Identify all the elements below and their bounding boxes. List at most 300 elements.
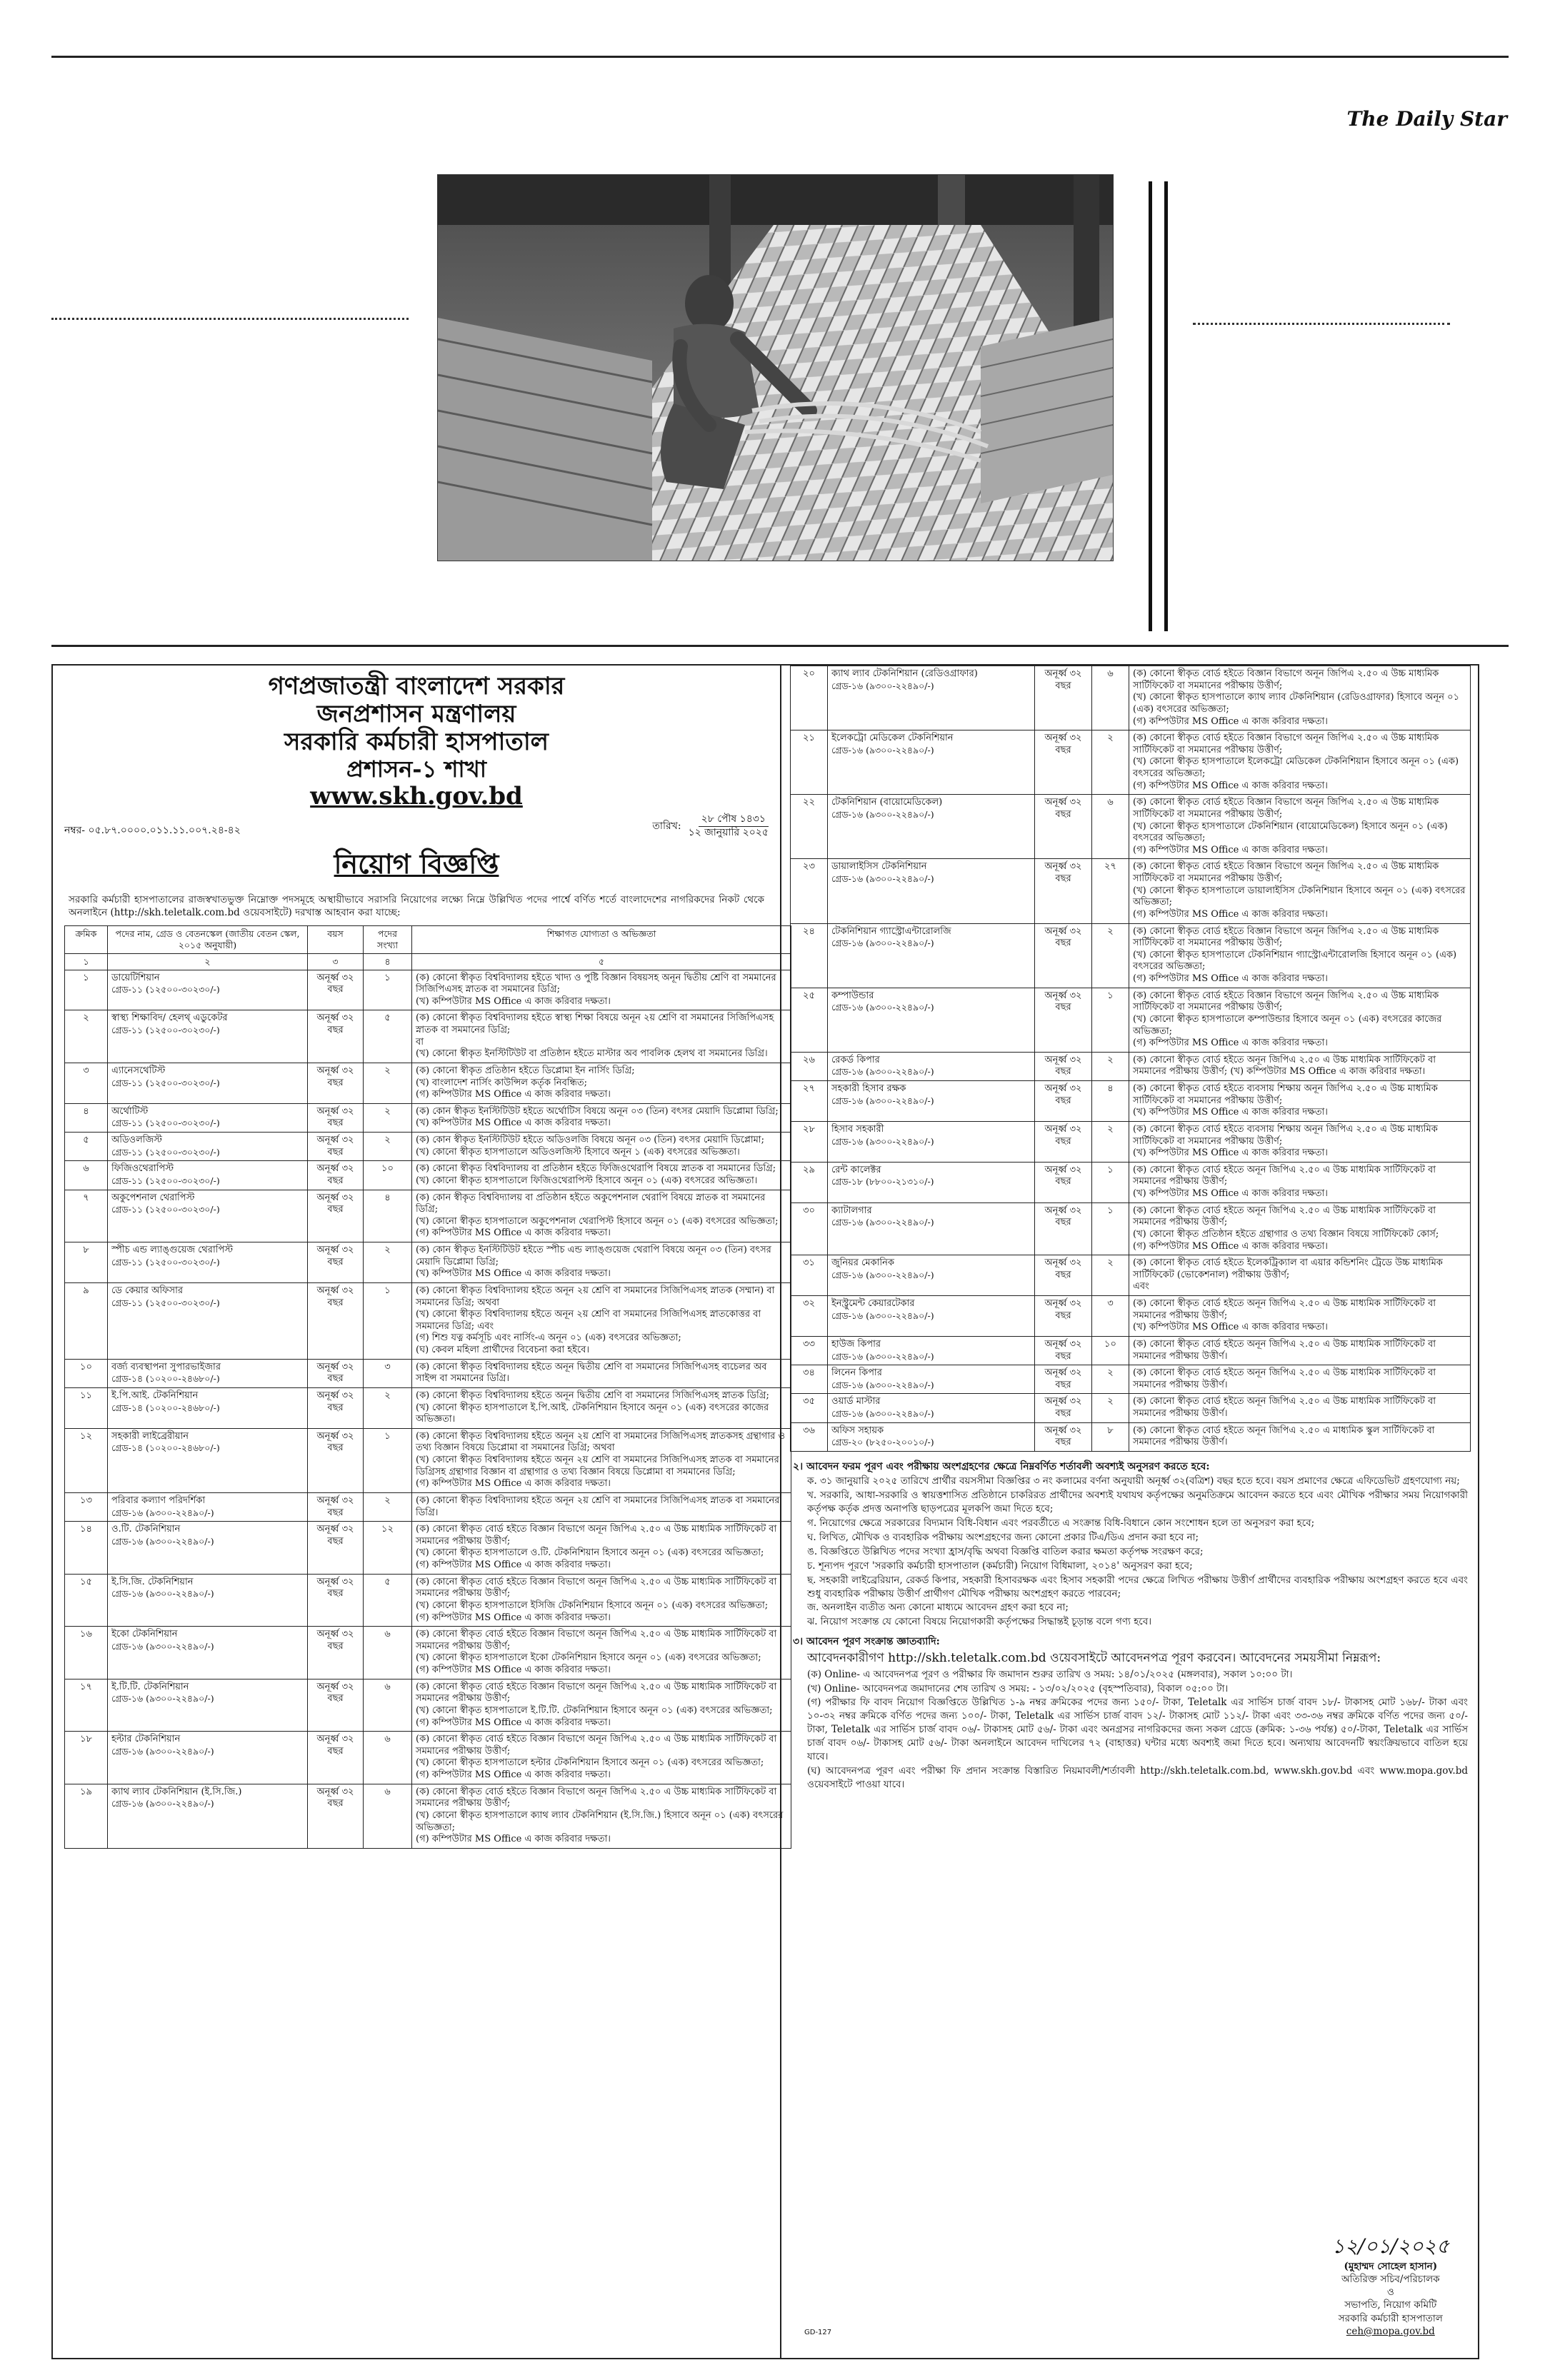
row-count: ২	[1092, 730, 1129, 795]
row-age: অনূর্ধ্ব ৩২ বছর	[1035, 730, 1092, 795]
row-sl: ২৫	[791, 988, 828, 1052]
memo-row	[53, 810, 780, 839]
post-grade: গ্রেড-১১ (১২৫০০-৩০২৩০/-)	[111, 1204, 220, 1215]
table-row	[65, 1428, 791, 1492]
row-qualification: (ক) কোনো স্বীকৃত বোর্ড হইতে বিজ্ঞান বিভাগে অনূন জিপিএ ২.৫০ এ উচ্চ মাধ্যমিক সার্টিফিকেট বা সমমানের পরীক্ষায় উত্তীর্ণ; (খ) কোনো স্বীকৃত হাসপাতালে টেকনিশিয়ান গ্যাস্ট্রোএন্টারোলজি হিসাবে অনূন ০১ (এক) বৎসরের অভিজ্ঞতা; (গ) কম্পিউটার MS Office এ কাজ করিবার দক্ষতা।	[1129, 923, 1471, 988]
row-count: ২	[1092, 1255, 1129, 1296]
row-count: ৫	[364, 1010, 412, 1063]
post-name: ক্যাথ ল্যাব টেকনিশিয়ান (ই.সি.জি.)	[111, 1786, 242, 1797]
post-name: ক্যাটালগার	[831, 1205, 872, 1216]
post-grade: গ্রেড-১৬ (৯৩০০-২২৪৯০/-)	[831, 808, 934, 820]
table-row	[791, 988, 1471, 1052]
notice-left-column	[53, 666, 786, 2358]
row-age: অনূর্ধ্ব ৩২ বছর	[308, 1679, 364, 1732]
row-age: অনূর্ধ্ব ৩২ বছর	[308, 1359, 364, 1387]
row-sl: ৩৩	[791, 1336, 828, 1365]
row-sl: ২০	[791, 666, 828, 730]
row-qualification: (ক) কোনো স্বীকৃত বিশ্ববিদ্যালয় হইতে অনূন দ্বিতীয় শ্রেণি বা সমমানের সিজিপিএসহ স্নাতক ডিগ্রি; (খ) কোনো স্বীকৃত হাসপাতালে ই.পি.আই. টেকনিশিয়ান হিসাবে অনূন ০১ (এক) বৎসরের কাজের অভিজ্ঞতা।	[412, 1387, 791, 1428]
row-post	[108, 1161, 308, 1190]
row-age: অনূর্ধ্ব ৩২ বছর	[308, 1522, 364, 1575]
masthead-logo: The Daily Star	[1346, 107, 1507, 131]
post-grade: গ্রেড-১১ (১২৫০০-৩০২৩০/-)	[111, 1256, 220, 1267]
row-age: অনূর্ধ্ব ৩২ বছর	[1035, 1121, 1092, 1162]
row-post	[108, 1010, 308, 1063]
post-grade: গ্রেড-১৬ (৯৩০০-২২৪৯০/-)	[831, 1095, 934, 1106]
row-count: ১	[364, 1282, 412, 1359]
date-english: ১২ জানুয়ারি ২০২৫	[688, 826, 769, 838]
row-count: ২	[364, 1492, 412, 1521]
row-count: ২	[1092, 1365, 1129, 1394]
row-qualification: (ক) কোনো স্বীকৃত বোর্ড হইতে ব্যবসায় শিক্ষায় অনূন জিপিএ ২.৫০ এ উচ্চ মাধ্যমিক সার্টিফিকেট বা সমমানের পরীক্ষায় উত্তীর্ণ; (খ) কম্পিউটার MS Office এ কাজ করিবার দক্ষতা।	[1129, 1081, 1471, 1122]
row-post	[108, 1522, 308, 1575]
signatory-email: ceh@mopa.gov.bd	[1346, 2325, 1435, 2337]
row-qualification: (ক) কোনো স্বীকৃত বিশ্ববিদ্যালয় হইতে অনূন ২য় শ্রেণি বা সমমানের সিজিপিএসহ স্নাতক বা সমমানের ডিগ্রি।	[412, 1492, 791, 1521]
post-grade: গ্রেড-১৬ (৯৩০০-২২৪৯০/-)	[831, 680, 934, 691]
signatory-role: সভাপতি, নিয়োগ কমিটি	[1344, 2299, 1437, 2311]
recruitment-notice	[51, 664, 1479, 2359]
row-count: ৪	[1092, 1081, 1129, 1122]
row-qualification: (ক) কোনো স্বীকৃত বোর্ড হইতে অনূন জিপিএ ২.৫০ এ উচ্চ মাধ্যমিক সার্টিফিকেট বা সমমানের পরীক্ষায় উত্তীর্ণ; (খ) কম্পিউটার MS Office এ কাজ করিবার দক্ষতা।	[1129, 1052, 1471, 1080]
post-name: ডায়েটিশিয়ান	[111, 972, 160, 983]
post-name: ওয়ার্ড মাস্টার	[831, 1396, 881, 1407]
row-qualification: (ক) কোনো স্বীকৃত বোর্ড হইতে বিজ্ঞান বিভাগে অনূন জিপিএ ২.৫০ এ উচ্চ মাধ্যমিক সার্টিফিকেট বা সমমানের পরীক্ষায় উত্তীর্ণ; (খ) কোনো স্বীকৃত হাসপাতালে ও.টি. টেকনিশিয়ান হিসাবে অনূন ০১ (এক) বৎসরের অভিজ্ঞতা; (গ) কম্পিউটার MS Office এ কাজ করিবার দক্ষতা।	[412, 1522, 791, 1575]
row-post	[828, 1081, 1035, 1122]
post-grade: গ্রেড-১৬ (৯৩০০-২২৪৯০/-)	[111, 1745, 214, 1757]
branch-title: প্রশাসন-১ শাখা	[346, 755, 487, 783]
post-grade: গ্রেড-১৬ (৯৩০০-২২৪৯০/-)	[831, 1379, 934, 1390]
row-sl: ৩১	[791, 1255, 828, 1296]
row-qualification: (ক) কোন স্বীকৃত ইনস্টিটিউট হইতে স্পীচ এন্ড ল্যাঙ্গুয়েজ থেরাপি বিষয়ে অনূন ০৩ (তিন) বৎসর মেয়াদি ডিপ্লোমা ডিগ্রি; (খ) কম্পিউটার MS Office এ কাজ করিবার দক্ষতা।	[412, 1242, 791, 1283]
row-qualification: (ক) কোনো স্বীকৃত বিশ্ববিদ্যালয় বা প্রতিষ্ঠান হইতে ফিজিওথেরাপি বিষয়ে স্নাতক বা সমমানের ডিগ্রি; (খ) কোনো স্বীকৃত হাসপাতালে ফিজিওথেরাপিস্ট হিসাবে অনূন ০১ (এক) বৎসরের অভিজ্ঞতা।	[412, 1161, 791, 1190]
column-rule-2	[1164, 181, 1168, 631]
post-grade: গ্রেড-১১ (১২৫০০-৩০২৩০/-)	[111, 1146, 220, 1158]
row-post	[828, 1255, 1035, 1296]
row-sl: ১৮	[65, 1732, 108, 1784]
post-name: স্পীচ এন্ড ল্যাঙ্গুয়েজ থেরাপিস্ট	[111, 1245, 234, 1256]
post-grade: গ্রেড-১১ (১২৫০০-৩০২৩০/-)	[111, 1025, 220, 1036]
table-row	[65, 1133, 791, 1161]
index-1: ১	[65, 953, 108, 970]
row-post	[828, 1422, 1035, 1451]
row-qualification: (ক) কোনো স্বীকৃত বোর্ড হইতে বিজ্ঞান বিভাগে অনূন জিপিএ ২.৫০ এ উচ্চ মাধ্যমিক সার্টিফিকেট বা সমমানের পরীক্ষায় উত্তীর্ণ; (খ) কোনো স্বীকৃত হাসপাতালে ইকো টেকনিশিয়ান হিসাবে অনূন ০১ (এক) বৎসরের অভিজ্ঞতা; (গ) কম্পিউটার MS Office এ কাজ করিবার দক্ষতা।	[412, 1627, 791, 1679]
application-info-item: (ক) Online- এ আবেদনপত্র পূরণ ও পরীক্ষার ফি জমাদান শুরুর তারিখ ও সময়: ১৪/০১/২০২৫ (মঙ্গলবার), সকাল ১০:০০ টা।	[807, 1668, 1293, 1680]
row-sl: ২৭	[791, 1081, 828, 1122]
row-count: ২	[364, 1063, 412, 1103]
row-qualification: (ক) কোনো স্বীকৃত বিশ্ববিদ্যালয় হইতে খাদ্য ও পুষ্টি বিজ্ঞান বিষয়সহ অনূন দ্বিতীয় শ্রেণি বা সমমানের সিজিপিএসহ স্নাতক বা সমমানের ডিগ্রি; (খ) কম্পিউটার MS Office এ কাজ করিবার দক্ষতা।	[412, 970, 791, 1010]
table-row	[65, 1732, 791, 1784]
post-name: সহকারী হিসাব রক্ষক	[831, 1083, 906, 1094]
condition-item: জ. অনলাইন ব্যতীত অন্য কোনো মাধ্যমে আবেদন গ্রহণ করা হবে না;	[807, 1602, 1069, 1614]
row-age: অনূর্ধ্ব ৩২ বছর	[308, 1784, 364, 1848]
row-post	[108, 1133, 308, 1161]
row-post	[108, 1063, 308, 1103]
condition-item: খ. সরকারি, আধা-সরকারি ও স্বায়ত্তশাসিত প্রতিষ্ঠানে চাকরিরত প্রার্থীদের অবশ্যই যথাযথ কর্তৃপক্ষের অনুমতিক্রমে আবেদন করতে হবে এবং মৌখিক পরীক্ষার সময় নিয়োগকারী কর্তৃপক্ষ কর্তৃক প্রদত্ত অনাপত্তি ছাড়পত্রের মূলকপি জমা দিতে হবে;	[807, 1490, 1468, 1515]
hospital-title: সরকারি কর্মচারী হাসপাতাল	[284, 728, 549, 757]
news-photo	[437, 174, 1114, 561]
notice-title: নিয়োগ বিজ্ঞপ্তি	[334, 848, 499, 880]
table-row	[65, 1010, 791, 1063]
row-age: অনূর্ধ্ব ৩২ বছর	[1035, 988, 1092, 1052]
row-sl: ৯	[65, 1282, 108, 1359]
row-qualification: (ক) কোনো স্বীকৃত বোর্ড হইতে অনূন জিপিএ ২.৫০ এ উচ্চ মাধ্যমিক সার্টিফিকেট বা সমমানের পরীক্ষায় উত্তীর্ণ; (খ) কম্পিউটার MS Office এ কাজ করিবার দক্ষতা।	[1129, 1296, 1471, 1337]
row-age: অনূর্ধ্ব ৩২ বছর	[308, 1063, 364, 1103]
row-count: ৬	[364, 1732, 412, 1784]
post-name: অডিওলজিস্ট	[111, 1135, 162, 1146]
post-grade: গ্রেড-১৬ (৯৩০০-২২৪৯০/-)	[831, 938, 934, 949]
row-post	[108, 1242, 308, 1283]
row-post	[828, 859, 1035, 923]
ministry-title: জনপ্রশাসন মন্ত্রণালয়	[316, 700, 516, 729]
table-row	[65, 970, 791, 1010]
application-info-item: (খ) Online- আবেদনপত্র জমাদানের শেষ তারিখ ও সময়: - ১৩/০২/২০২৫ (বৃহস্পতিবার), বিকাল ০৫:০০ টা।	[807, 1682, 1229, 1694]
condition-item: ঙ. বিজ্ঞপ্তিতে উল্লিখিত পদের সংখ্যা হ্রাস/বৃদ্ধি অথবা বিজ্ঞপ্তি বাতিল করার ক্ষমতা কর্তৃপক্ষ সংরক্ষণ করে;	[807, 1545, 1204, 1557]
post-name: হাউজ কিপার	[831, 1338, 881, 1350]
table-row	[65, 1103, 791, 1132]
table-row	[791, 1255, 1471, 1296]
table-row	[65, 1492, 791, 1521]
post-name: অর্থোটিস্ট	[111, 1105, 149, 1117]
row-post	[828, 988, 1035, 1052]
row-sl: ৪	[65, 1103, 108, 1132]
row-sl: ৩২	[791, 1296, 828, 1337]
row-post	[108, 1492, 308, 1521]
row-qualification: (ক) কোনো স্বীকৃত বোর্ড হইতে অনূন জিপিএ ২.৫০ এ উচ্চ মাধ্যমিক সার্টিফিকেট বা সমমানের পরীক্ষায় উত্তীর্ণ।	[1129, 1365, 1471, 1394]
row-count: ১০	[364, 1161, 412, 1190]
index-3: ৩	[308, 953, 364, 970]
row-post	[108, 1282, 308, 1359]
post-grade: গ্রেড-১৬ (৯৩০০-২২৪৯০/-)	[831, 1135, 934, 1147]
post-name: ইকো টেকনিশিয়ান	[111, 1629, 178, 1640]
post-grade: গ্রেড-১৪ (১০২০০-২৪৬৮০/-)	[111, 1442, 220, 1454]
post-name: কম্পাউন্ডার	[831, 990, 874, 1001]
row-count: ২৭	[1092, 859, 1129, 923]
left-dotted-rule	[51, 318, 409, 320]
post-name: ও.টি. টেকনিশিয়ান	[111, 1524, 181, 1535]
date-bengali: ২৮ পৌষ ১৪৩১	[699, 813, 769, 827]
row-sl: ২৯	[791, 1162, 828, 1202]
notice-intro: সরকারি কর্মচারী হাসপাতালের রাজস্বখাতভুক্ত নিম্নোক্ত পদসমূহে অস্থায়ীভাবে সরাসরি নিয়োগের লক্ষ্যে নিম্নে উল্লিখিত পদের পার্শ্বে বর্ণিত শর্তে বাংলাদেশের নাগরিকদের নিকট থেকে অনলাইনে (http://skh.teletalk.com.bd ওয়েবসাইটে) দরখাস্ত আহবান করা যাচ্ছে:	[69, 894, 764, 919]
post-name: হল্টার টেকনিশিয়ান	[111, 1734, 181, 1745]
post-grade: গ্রেড-১৬ (৯৩০০-২২৪৯০/-)	[831, 1002, 934, 1013]
condition-item: ঘ. লিখিত, মৌখিক ও ব্যবহারিক পরীক্ষায় অংশগ্রহণের জন্য কোনো প্রকার টিএ/ডিএ প্রদান করা হবে না;	[807, 1532, 1199, 1544]
post-name: ডে কেয়ার অফিসার	[111, 1285, 184, 1296]
table-row	[65, 1161, 791, 1190]
row-age: অনূর্ধ্ব ৩২ বছর	[1035, 1422, 1092, 1451]
row-post	[828, 730, 1035, 795]
post-grade: গ্রেড-১১ (১২৫০০-৩০২৩০/-)	[111, 1118, 220, 1129]
application-info-item: (গ) পরীক্ষার ফি বাবদ নিয়োগ বিজ্ঞপ্তিতে উল্লিখিত ১-৯ নম্বর ক্রমিকের পদের জন্য ১৫০/- টাকা, Teletalk এর সার্ভিস চার্জ বাবদ ১৮/- টাকাসহ মোট ১৬৮/- টাকা এবং ১০-৩২ নম্বর ক্রমিকে বর্ণিত পদের জন্য ১০০/- টাকা, Teletalk এর সার্ভিস চার্জ বাবদ ১২/- টাকাসহ মোট ১১২/- টাকা এবং ৩৩-৩৬ নম্বর ক্রমিকে বর্ণিত পদের জন্য ৫০/- টাকা, Teletalk এর সার্ভিস চার্জ বাবদ ০৬/- টাকাসহ মোট ৫৬/- টাকা এবং অনগ্রসর নাগরিকদের জন্য সকল গ্রেডে (ক্রমিক: ১-৩৬ পর্যন্ত) ৫০/-টাকা, Teletalk এর সার্ভিস চার্জ বাবদ ০৬/- টাকাসহ মোট ৫৬/- টাকা অনলাইনে আবেদন দাখিলের ৭২ (বাহাত্তর) ঘন্টার মধ্যে অবশ্যই জমা দিতে হবে। অন্যথায় আবেদনটি স্বয়ংক্রিয়ভাবে বাতিল হয়ে যাবে।	[807, 1697, 1468, 1762]
row-count: ১	[1092, 988, 1129, 1052]
row-post	[108, 1359, 308, 1387]
application-info-item: (ঘ) আবেদনপত্র পূরণ এবং পরীক্ষা ফি প্রদান সংক্রান্ত বিস্তারিত নিয়মাবলী/শর্তাবলী http://skh.teletalk.com.bd, www.skh.gov.bd এবং www.mopa.gov.bd ওয়েবসাইটে পাওয়া যাবে।	[807, 1764, 1468, 1790]
post-grade: গ্রেড-১৮ (৮৮০০-২১৩১০/-)	[831, 1176, 934, 1188]
row-post	[828, 1365, 1035, 1394]
row-sl: ২	[65, 1010, 108, 1063]
post-name: টেকনিশিয়ান গ্যাস্ট্রোএন্টারোলজি	[831, 925, 951, 937]
header-age: বয়স	[308, 925, 364, 953]
row-age: অনূর্ধ্ব ৩২ বছর	[1035, 1202, 1092, 1255]
header-post: পদের নাম, গ্রেড ও বেতনস্কেল (জাতীয় বেতন স্কেল, ২০১৫ অনুযায়ী)	[108, 925, 308, 953]
signatory-designation: অতিরিক্ত সচিব/পরিচালক	[1341, 2273, 1440, 2285]
row-sl: ১৯	[65, 1784, 108, 1848]
row-count: ৩	[1092, 1296, 1129, 1337]
row-sl: ২১	[791, 730, 828, 795]
table-header-row	[65, 925, 791, 953]
row-qualification: (ক) কোনো স্বীকৃত বিশ্ববিদ্যালয় হইতে অনূন দ্বিতীয় শ্রেণি বা সমমানের সিজিপিএসহ ব্যচেলর অব সাইন্স বা সমমানের ডিগ্রি।	[412, 1359, 791, 1387]
table-row	[791, 1296, 1471, 1337]
row-age: অনূর্ধ্ব ৩২ বছর	[308, 1574, 364, 1627]
row-sl: ১৩	[65, 1492, 108, 1521]
index-2: ২	[108, 953, 308, 970]
post-grade: গ্রেড-১৬ (৯৩০০-২২৪৯০/-)	[831, 1217, 934, 1228]
table-row	[791, 859, 1471, 923]
table-row	[791, 1394, 1471, 1422]
row-age: অনূর্ধ্ব ৩২ বছর	[308, 1627, 364, 1679]
row-sl: ১২	[65, 1428, 108, 1492]
table-row	[65, 1574, 791, 1627]
table-row	[65, 1387, 791, 1428]
row-qualification: (ক) কোন স্বীকৃত বিশ্ববিদ্যালয় বা প্রতিষ্ঠান হইতে অকুপেশনাল থেরাপি বিষয়ে স্নাতক বা সমমানের ডিগ্রি; (খ) কোনো স্বীকৃত হাসপাতালে অকুপেশনাল থেরাপিস্ট হিসাবে অনূন ০১ (এক) বৎসরের অভিজ্ঞতা; (গ) কম্পিউটার MS Office এ কাজ করিবার দক্ষতা।	[412, 1190, 791, 1242]
row-sl: ১৫	[65, 1574, 108, 1627]
row-age: অনূর্ধ্ব ৩২ বছর	[308, 1492, 364, 1521]
table-row	[791, 1162, 1471, 1202]
post-grade: গ্রেড-১৪ (১০২০০-২৪৬৮০/-)	[111, 1402, 220, 1413]
post-name: ই.সি.জি. টেকনিশিয়ান	[111, 1576, 194, 1587]
row-qualification: (ক) কোনো স্বীকৃত বোর্ড হইতে অনূন জিপিএ ২.৫০ এ মাধ্যমিক স্কুল সার্টিফিকেট বা সমমানের পরীক্ষায় উত্তীর্ণ।	[1129, 1422, 1471, 1451]
column-rule-1	[1149, 181, 1152, 631]
row-sl: ৭	[65, 1190, 108, 1242]
row-post	[828, 1336, 1035, 1365]
row-age: অনূর্ধ্ব ৩২ বছর	[1035, 923, 1092, 988]
row-sl: ১৭	[65, 1679, 108, 1732]
row-count: ১	[364, 970, 412, 1010]
row-post	[828, 1162, 1035, 1202]
row-count: ১০	[1092, 1336, 1129, 1365]
row-qualification: (ক) কোনো স্বীকৃত বোর্ড হইতে বিজ্ঞান বিভাগে অনূন জিপিএ ২.৫০ এ উচ্চ মাধ্যমিক সার্টিফিকেট বা সমমানের পরীক্ষায় উত্তীর্ণ; (খ) কোনো স্বীকৃত হাসপাতালে ইলেকট্রো মেডিকেল টেকনিশিয়ান হিসাবে অনূন ০১ (এক) বৎসরের অভিজ্ঞতা; (গ) কম্পিউটার MS Office এ কাজ করিবার দক্ষতা।	[1129, 730, 1471, 795]
post-name: ইনস্ট্রুমেন্ট কেয়ারটেকার	[831, 1298, 915, 1309]
row-post	[828, 1121, 1035, 1162]
row-age: অনূর্ধ্ব ৩২ বছর	[308, 1242, 364, 1283]
row-count: ৩	[364, 1359, 412, 1387]
date-label: তারিখ:	[652, 820, 681, 833]
post-grade: গ্রেড-১৬ (৯৩০০-২২৪৯০/-)	[111, 1588, 214, 1600]
row-sl: ২২	[791, 795, 828, 859]
table-row	[65, 1784, 791, 1848]
table-row	[791, 795, 1471, 859]
row-post	[108, 1387, 308, 1428]
row-count: ৫	[364, 1574, 412, 1627]
gd-code: GD-127	[804, 2329, 832, 2336]
row-age: অনূর্ধ্ব ৩২ বছর	[308, 1190, 364, 1242]
row-qualification: (ক) কোনো স্বীকৃত বিশ্ববিদ্যালয় হইতে স্বাস্থ্য শিক্ষা বিষয়ে অনূন ২য় শ্রেণি বা সমমানের সিজিপিএসহ স্নাতক বা সমমানের ডিগ্রি; বা (খ) কোনো স্বীকৃত ইনস্টিটিউট বা প্রতিষ্ঠান হইতে মাস্টার অব পাবলিক হেলথ বা সমমানের ডিগ্রি।	[412, 1010, 791, 1063]
row-sl: ১৬	[65, 1627, 108, 1679]
row-age: অনূর্ধ্ব ৩২ বছর	[308, 1010, 364, 1063]
row-qualification: (ক) কোনো স্বীকৃত বোর্ড হইতে বিজ্ঞান বিভাগে অনূন জিপিএ ২.৫০ এ উচ্চ মাধ্যমিক সার্টিফিকেট বা সমমানের পরীক্ষায় উত্তীর্ণ; (খ) কোনো স্বীকৃত হাসপাতালে ডায়ালাইসিস টেকনিশিয়ান হিসাবে অনূন ০১ (এক) বৎসরের অভিজ্ঞতা; (গ) কম্পিউটার MS Office এ কাজ করিবার দক্ষতা।	[1129, 859, 1471, 923]
post-grade: গ্রেড-১৬ (৯৩০০-২২৪৯০/-)	[831, 1066, 934, 1078]
row-count: ৬	[1092, 666, 1129, 730]
row-count: ৬	[364, 1784, 412, 1848]
table-row	[791, 1052, 1471, 1080]
post-grade: গ্রেড-১৬ (৯৩০০-২২৪৯০/-)	[831, 873, 934, 884]
post-grade: গ্রেড-১৬ (৯৩০০-২২৪৯০/-)	[111, 1640, 214, 1652]
condition-item: গ. নিয়োগের ক্ষেত্রে সরকারের বিদ্যমান বিধি-বিধান এবং পরবর্তীতে এ সংক্রান্ত বিধি-বিধানে কোন সংশোধন হলে তা অনুসরণ করা হবে;	[807, 1517, 1315, 1530]
row-age: অনূর্ধ্ব ৩২ বছর	[1035, 666, 1092, 730]
header-count: পদের সংখ্যা	[364, 925, 412, 953]
row-qualification: (ক) কোন স্বীকৃত ইনস্টিটিউট হইতে অডিওলজি বিষয়ে অনূন ০৩ (তিন) বৎসর মেয়াদি ডিপ্লোমা; (খ) কোনো স্বীকৃত হাসপাতালে অডিওলজিস্ট হিসাবে অনূন ১ (এক) বৎসরের অভিজ্ঞতা।	[412, 1133, 791, 1161]
index-4: ৪	[364, 953, 412, 970]
row-qualification: (ক) কোনো স্বীকৃত বোর্ড হইতে অনূন জিপিএ ২.৫০ এ উচ্চ মাধ্যমিক সার্টিফিকেট বা সমমানের পরীক্ষায় উত্তীর্ণ; (খ) কম্পিউটার MS Office এ কাজ করিবার দক্ষতা।	[1129, 1162, 1471, 1202]
condition-item: ক. ৩১ জানুয়ারি ২০২৫ তারিখে প্রার্থীর বয়সসীমা বিজ্ঞপ্তির ৩ নং কলামের বর্ণনা অনুযায়ী অনূর্ধ্ব ৩২(বত্রিশ) বছর হতে হবে। বয়স প্রমাণের ক্ষেত্রে এফিডেভিট গ্রহণযোগ্য নয়;	[807, 1475, 1460, 1487]
table-row	[65, 1190, 791, 1242]
row-sl: ১	[65, 970, 108, 1010]
row-post	[108, 1428, 308, 1492]
condition-item: চ. শূন্যপদ পূরণে 'সরকারি কর্মচারী হাসপাতাল (কর্মচারী) নিয়োগ বিধিমালা, ২০১৪' অনুসরণ করা হবে;	[807, 1560, 1193, 1572]
post-name: বর্জ্য ব্যবস্থাপনা সুপারভাইজার	[111, 1361, 221, 1372]
row-age: অনূর্ধ্ব ৩২ বছর	[1035, 1255, 1092, 1296]
row-qualification: (ক) কোনো স্বীকৃত বোর্ড হইতে অনূন জিপিএ ২.৫০ এ উচ্চ মাধ্যমিক সার্টিফিকেট বা সমমানের পরীক্ষায় উত্তীর্ণ।	[1129, 1394, 1471, 1422]
post-grade: গ্রেড-১৬ (৯৩০০-২২৪৯০/-)	[831, 1408, 934, 1419]
post-name: হিসাব সহকারী	[831, 1123, 884, 1135]
row-age: অনূর্ধ্ব ৩২ বছর	[1035, 1081, 1092, 1122]
row-count: ৪	[364, 1190, 412, 1242]
row-post	[828, 1296, 1035, 1337]
row-age: অনূর্ধ্ব ৩২ বছর	[308, 1282, 364, 1359]
top-rule	[51, 56, 1509, 58]
post-grade: গ্রেড-১৬ (৯৩০০-২২৪৯০/-)	[831, 1310, 934, 1321]
memo-number: নম্বর- ০৫.৮৭.০০০০.০১১.১১.০০৭.২৪-৪২	[64, 825, 241, 837]
conditions-title: ২। আবেদন ফরম পূরণ এবং পরীক্ষায় অংশগ্রহণের ক্ষেত্রে নিম্নবর্ণিত শর্তাবলী অবশ্যই অনুসরণ করতে হবে:	[793, 1460, 1210, 1472]
row-count: ২	[1092, 1052, 1129, 1080]
row-post	[828, 1202, 1035, 1255]
row-count: ১	[1092, 1202, 1129, 1255]
row-count: ৬	[364, 1679, 412, 1732]
signatory-org: সরকারি কর্মচারী হাসপাতাল	[1338, 2312, 1443, 2324]
row-post	[108, 1103, 308, 1132]
table-row	[65, 1282, 791, 1359]
signature-scribble: ১২/০১/২০২৫	[1331, 2234, 1449, 2258]
mid-rule	[51, 645, 1509, 647]
row-age: অনূর্ধ্ব ৩২ বছর	[1035, 859, 1092, 923]
row-post	[108, 1732, 308, 1784]
row-sl: ৮	[65, 1242, 108, 1283]
table-row	[791, 1121, 1471, 1162]
row-age: অনূর্ধ্ব ৩২ বছর	[1035, 1365, 1092, 1394]
row-sl: ২৬	[791, 1052, 828, 1080]
post-name: লিনেন কিপার	[831, 1367, 882, 1379]
post-name: অফিস সহায়ক	[831, 1425, 884, 1436]
table-row	[65, 1359, 791, 1387]
row-qualification: (ক) কোনো স্বীকৃত বোর্ড হইতে বিজ্ঞান বিভাগে অনূন জিপিএ ২.৫০ এ উচ্চ মাধ্যমিক সার্টিফিকেট বা সমমানের পরীক্ষায় উত্তীর্ণ; (খ) কোনো স্বীকৃত হাসপাতালে হল্টার টেকনিশিয়ান হিসাবে অনূন ০১ (এক) বৎসরের অভিজ্ঞতা; (গ) কম্পিউটার MS Office এ কাজ করিবার দক্ষতা।	[412, 1732, 791, 1784]
conditions-section	[783, 1457, 1478, 1632]
post-name: রেন্ট কালেক্টর	[831, 1164, 881, 1175]
row-qualification: (ক) কোন স্বীকৃত ইনস্টিটিউট হইতে অর্থোটিস বিষয়ে অনূন ০৩ (তিন) বৎসর মেয়াদি ডিপ্লোমা ডিগ্রি; (খ) কম্পিউটার MS Office এ কাজ করিবার দক্ষতা।	[412, 1103, 791, 1132]
row-post	[108, 1190, 308, 1242]
table-row	[791, 730, 1471, 795]
row-sl: ৫	[65, 1133, 108, 1161]
row-age: অনূর্ধ্ব ৩২ বছর	[1035, 1162, 1092, 1202]
post-name: এ্যানেসথেটিস্ট	[111, 1065, 166, 1076]
post-grade: গ্রেড-১১ (১২৫০০-৩০২৩০/-)	[111, 1297, 220, 1308]
gov-title: গণপ্রজাতন্ত্রী বাংলাদেশ সরকার	[268, 672, 565, 701]
application-info-section	[783, 1632, 1478, 1794]
row-qualification: (ক) কোনো স্বীকৃত প্রতিষ্ঠান হইতে ডিপ্লোমা ইন নার্সিং ডিগ্রি; (খ) বাংলাদেশ নার্সিং কাউন্সিল কর্তৃক নিবন্ধিত; (গ) কম্পিউটার MS Office এ কাজ করিবার দক্ষতা।	[412, 1063, 791, 1103]
row-count: ২	[364, 1133, 412, 1161]
row-count: ১	[1092, 1162, 1129, 1202]
row-sl: ৩৬	[791, 1422, 828, 1451]
post-grade: গ্রেড-১৬ (৯৩০০-২২৪৯০/-)	[111, 1693, 214, 1704]
post-grade: গ্রেড-১৬ (৯৩০০-২২৪৯০/-)	[111, 1507, 214, 1518]
post-grade: গ্রেড-১৬ (৯৩০০-২২৪৯০/-)	[111, 1798, 214, 1809]
table-row	[791, 923, 1471, 988]
row-post	[108, 1679, 308, 1732]
row-qualification: (ক) কোনো স্বীকৃত বোর্ড হইতে অনূন জিপিএ ২.৫০ এ উচ্চ মাধ্যমিক সার্টিফিকেট বা সমমানের পরীক্ষায় উত্তীর্ণ; (খ) কোনো স্বীকৃত প্রতিষ্ঠান হইতে গ্রন্থাগার ও তথ্য বিজ্ঞান বিষয়ে সার্টিফিকেট কোর্স; (গ) কম্পিউটার MS Office এ কাজ করিবার দক্ষতা।	[1129, 1202, 1471, 1255]
row-post	[828, 923, 1035, 988]
row-count: ১	[364, 1428, 412, 1492]
row-post	[108, 1627, 308, 1679]
table-row	[791, 666, 1471, 730]
row-sl: ১১	[65, 1387, 108, 1428]
post-grade: গ্রেড-১১ (১২৫০০-৩০২৩০/-)	[111, 984, 220, 995]
condition-item: ঝ. নিয়োগ সংক্রান্ত যে কোনো বিষয়ে নিয়োগকারী কর্তৃপক্ষের সিদ্ধান্তই চূড়ান্ত বলে গণ্য হবে।	[807, 1616, 1152, 1628]
table-row	[65, 1242, 791, 1283]
row-sl: ২৮	[791, 1121, 828, 1162]
post-grade: গ্রেড-১৬ (৯৩০০-২২৪৯০/-)	[111, 1535, 214, 1547]
post-grade: গ্রেড-১১ (১২৫০০-৩০২৩০/-)	[111, 1175, 220, 1186]
header-sl: ক্রমিক	[65, 925, 108, 953]
application-info-title: ৩। আবেদন পূরণ সংক্রান্ত জ্ঞাতব্যাদি:	[793, 1636, 940, 1648]
row-count: ২	[364, 1387, 412, 1428]
bamboo-weaver-photo	[438, 175, 1113, 561]
row-qualification: (ক) কোনো স্বীকৃত বোর্ড হইতে বিজ্ঞান বিভাগে অনূন জিপিএ ২.৫০ এ উচ্চ মাধ্যমিক সার্টিফিকেট বা সমমানের পরীক্ষায় উত্তীর্ণ; (খ) কোনো স্বীকৃত হাসপাতালে কম্পাউন্ডার হিসাবে অনূন ০১ (এক) বৎসরের কাজের অভিজ্ঞতা; (গ) কম্পিউটার MS Office এ কাজ করিবার দক্ষতা।	[1129, 988, 1471, 1052]
post-name: ডায়ালাইসিস টেকনিশিয়ান	[831, 861, 927, 873]
row-post	[108, 1784, 308, 1848]
row-qualification: (ক) কোনো স্বীকৃত বোর্ড হইতে বিজ্ঞান বিভাগে অনূন জিপিএ ২.৫০ এ উচ্চ মাধ্যমিক সার্টিফিকেট বা সমমানের পরীক্ষায় উত্তীর্ণ; (খ) কোনো স্বীকৃত হাসপাতালে ক্যাথ ল্যাব টেকনিশিয়ান (রেডিওগ্রাফার) হিসাবে অনূন ০১ (এক) বৎসরের অভিজ্ঞতা; (গ) কম্পিউটার MS Office এ কাজ করিবার দক্ষতা।	[1129, 666, 1471, 730]
post-grade: গ্রেড-২০ (৮২৫০-২০০১০/-)	[831, 1437, 934, 1448]
post-grade: গ্রেড-১৬ (৯৩০০-২২৪৯০/-)	[831, 744, 934, 755]
post-name: ফিজিওথেরাপিস্ট	[111, 1163, 174, 1175]
row-qualification: (ক) কোনো স্বীকৃত বিশ্ববিদ্যালয় হইতে অনূন ২য় শ্রেণি বা সমমানের সিজিপিএসহ স্নাতক (সম্মান) বা সমমানের ডিগ্রি; অথবা (খ) কোনো স্বীকৃত বিশ্ববিদ্যালয় হইতে অনূন ২য় শ্রেণি বা সমমানের সিজিপিএসহ স্নাতকোত্তর বা সমমানের ডিগ্রি; এবং (গ) শিশু যত্ন কর্মসূচি এবং নার্সিং-এ অনূন ০১ (এক) বৎসরের অভিজ্ঞতা; (ঘ) কেবল মহিলা প্রার্থীদের বিবেচনা করা হইবে।	[412, 1282, 791, 1359]
row-count: ২	[1092, 1121, 1129, 1162]
row-sl: ৩	[65, 1063, 108, 1103]
row-qualification: (ক) কোনো স্বীকৃত বোর্ড হইতে বিজ্ঞান বিভাগে অনূন জিপিএ ২.৫০ এ উচ্চ মাধ্যমিক সার্টিফিকেট বা সমমানের পরীক্ষায় উত্তীর্ণ; (খ) কোনো স্বীকৃত হাসপাতালে টেকনিশিয়ান (বায়োমেডিকেল) হিসাবে অনূন ০১ (এক) বৎসরের অভিজ্ঞতা; (গ) কম্পিউটার MS Office এ কাজ করিবার দক্ষতা।	[1129, 795, 1471, 859]
row-qualification: (ক) কোনো স্বীকৃত বিশ্ববিদ্যালয় হইতে অনূন ২য় শ্রেণি বা সমমানের সিজিপিএসহ স্নাতকসহ গ্রন্থাগার ও তথ্য বিজ্ঞান বিষয়ে ডিপ্লোমা বা সমমানের ডিগ্রি; অথবা (খ) কোনো স্বীকৃত বিশ্ববিদ্যালয় হইতে অনূন ২য় শ্রেণি বা সমমানের সিজিপিএসহ স্নাতক বা সমমানের ডিগ্রিসহ গ্রন্থাগার বিজ্ঞান বা গ্রন্থাগার ও তথ্য বিজ্ঞান বিষয়ে ডিপ্লোমা বা সমমানের ডিগ্রি; (গ) কম্পিউটার MS Office এ কাজ করিবার দক্ষতা।	[412, 1428, 791, 1492]
row-qualification: (ক) কোনো স্বীকৃত বোর্ড হইতে অনূন জিপিএ ২.৫০ এ উচ্চ মাধ্যমিক সার্টিফিকেট বা সমমানের পরীক্ষায় উত্তীর্ণ।	[1129, 1336, 1471, 1365]
row-sl: ১০	[65, 1359, 108, 1387]
table-row	[65, 1063, 791, 1103]
row-qualification: (ক) কোনো স্বীকৃত বোর্ড হইতে বিজ্ঞান বিভাগে অনূন জিপিএ ২.৫০ এ উচ্চ মাধ্যমিক সার্টিফিকেট বা সমমানের পরীক্ষায় উত্তীর্ণ; (খ) কোনো স্বীকৃত হাসপাতালে ই.টি.টি. টেকনিশিয়ান হিসাবে অনূন ০১ (এক) বৎসরের অভিজ্ঞতা; (গ) কম্পিউটার MS Office এ কাজ করিবার দক্ষতা।	[412, 1679, 791, 1732]
row-count: ১২	[364, 1522, 412, 1575]
row-count: ২	[1092, 1394, 1129, 1422]
post-grade: গ্রেড-১৬ (৯৩০০-২২৪৯০/-)	[831, 1350, 934, 1362]
post-name: অকুপেশনাল থেরাপিস্ট	[111, 1192, 195, 1203]
row-count: ৮	[1092, 1422, 1129, 1451]
hospital-website: www.skh.gov.bd	[310, 782, 523, 811]
row-age: অনূর্ধ্ব ৩২ বছর	[1035, 1394, 1092, 1422]
row-sl: ৬	[65, 1161, 108, 1190]
table-index-row	[65, 953, 791, 970]
post-name: রেকর্ড কিপার	[831, 1054, 880, 1065]
row-count: ২	[364, 1242, 412, 1283]
row-age: অনূর্ধ্ব ৩২ বছর	[308, 1133, 364, 1161]
post-grade: গ্রেড-১১ (১২৫০০-৩০২৩০/-)	[111, 1077, 220, 1088]
right-dotted-rule	[1193, 323, 1450, 325]
row-age: অনূর্ধ্ব ৩২ বছর	[1035, 1336, 1092, 1365]
index-5: ৫	[412, 953, 791, 970]
row-count: ৬	[1092, 795, 1129, 859]
post-grade: গ্রেড-১৪ (১০২০০-২৪৬৮০/-)	[111, 1373, 220, 1385]
row-sl: ৩০	[791, 1202, 828, 1255]
signature-block	[1332, 2233, 1449, 2338]
